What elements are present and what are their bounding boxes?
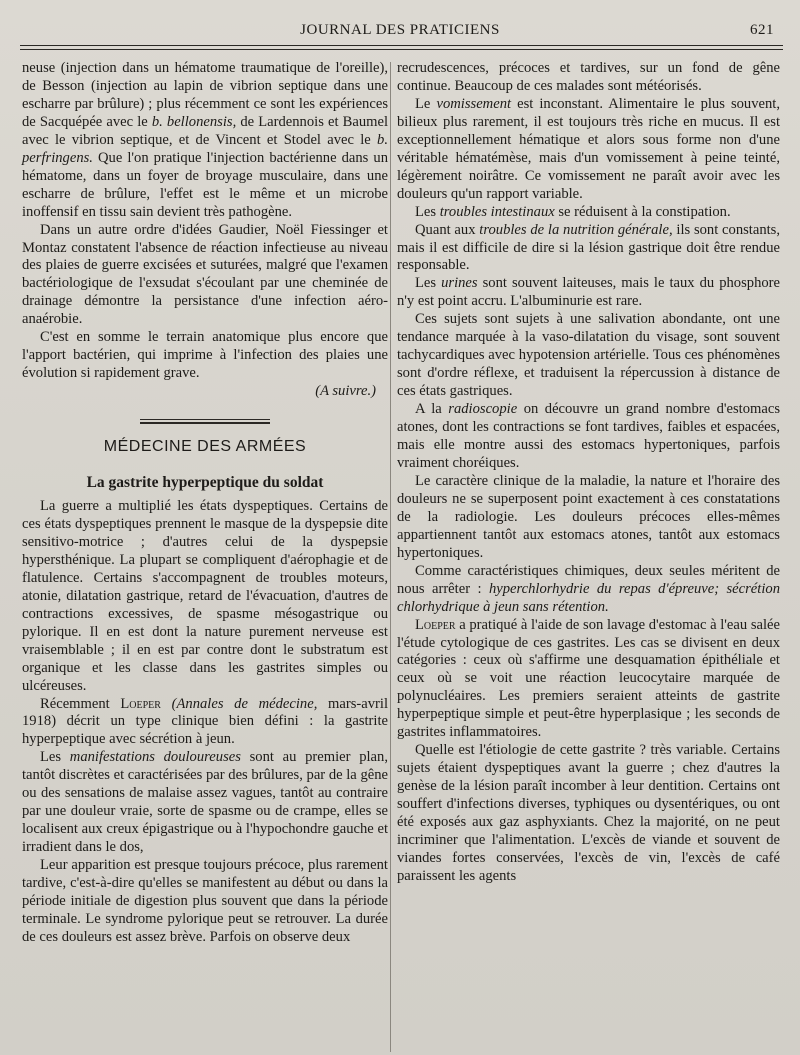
continued-note: (A suivre.): [315, 383, 376, 400]
paragraph: La guerre a multiplié les états dyspeptiques. Certains de ces états dyspeptiques prennent le masque de la dyspepsie dite sensitivo-motrice ; d'autres celui de la dyspepsie hypersthénique. La plupart se compliquent d'aérophagie et de flatulence. Certains s'accompagnent de troubles moteurs, atonie, dilatation gastrique, retard de l'évacuation, d'autres de contractions excessives, de spasme mésogastrique ou pylorique. Il en est dont la nature purement nerveuse est vraisemblable ; il en est par contre dont le substratum est organique et les classe dans les gastrites simples ou ulcéreuses.: [22, 498, 388, 694]
paragraph: Leur apparition est presque toujours précoce, plus rarement tardive, c'est-à-dire qu'elles se manifestent au début ou dans la période initiale de digestion plus souvent que dans la période terminale. Le syndrome pylorique peut se retrouver. La durée de ces douleurs est assez brève. Parfois on observe deux: [22, 857, 388, 945]
paragraph: recrudescences, précoces et tardives, sur un fond de gêne continue. Beaucoup de ces malades sont météorisés.: [397, 60, 780, 94]
paragraph: C'est en somme le terrain anatomique plus encore que l'apport bactérien, qui imprime à l'infection des plaies une évolution si rapidement grave.: [22, 329, 388, 382]
header-rule: [20, 45, 783, 46]
paragraph: Le vomissement est inconstant. Alimentaire le plus souvent, bilieux plus rarement, il est toujours très riche en mucus. Il est exceptionnellement hématique et alors sous forme non d'une véritable hématémèse, mais d'un vomissement à peine teinté, légèrement noirâtre. Ce vomissement ne paraît avoir avec les douleurs qu'un rapport variable.: [397, 95, 781, 202]
paragraph: Quant aux troubles de la nutrition générale, ils sont constants, mais il est difficile de dire si la lésion gastrique doit être rendue responsable.: [397, 221, 781, 274]
left-column: [22, 60, 388, 947]
paragraph: Les urines sont souvent laiteuses, mais le taux du phosphore n'y est point accru. L'albuminurie est rare.: [397, 275, 781, 310]
paragraph: Les manifestations douloureuses sont au premier plan, tantôt discrètes et caractérisées par des brûlures, par de la gêne ou des sensations de malaise assez vagues, tantôt au contraire par une douleur vraie, sorte de spasme ou de crampe, elles se localisent aux creux épigastrique ou à l'hypochondre gauche et irradient dans le dos,: [22, 749, 388, 856]
page-number: 621: [750, 22, 774, 38]
right-column: [397, 60, 780, 886]
paragraph: Les troubles intestinaux se réduisent à la constipation.: [415, 203, 731, 220]
journal-title: JOURNAL DES PRATICIENS: [300, 22, 500, 38]
section-rule-thick: [140, 422, 270, 424]
paragraph: A la radioscopie on découvre un grand nombre d'estomacs atones, dont les contractions se font tardives, faibles et espacées, mais elle montre aussi des estomacs hypertoniques, parfois vraiment choréiques.: [397, 401, 781, 471]
paragraph: Comme caractéristiques chimiques, deux seules méritent de nous arrêter : hyperchlorhydrie du repas d'épreuve; sécrétion chlorhydrique à jeun sans rétention.: [397, 562, 780, 615]
paragraph: Loeper a pratiqué à l'aide de son lavage d'estomac à l'eau salée l'étude cytologique de ces gastrites. Les cas se divisent en deux catégories : ceux où s'affirme une desquamation épithéliale et ceux où se voit une réaction leucocytaire marquée de polynucléaires. Les premiers seraient atteints de gastrite hyperpeptique simple et peut-être hyperplasique ; les seconds de gastrites inflammatoires.: [397, 616, 780, 741]
paragraph: Dans un autre ordre d'idées Gaudier, Noël Fiessinger et Montaz constatent l'absence de réaction infectieuse au niveau des plaies de guerre excisées et suturées, malgré que l'examen bactériologique de l'exsudat s'écoulant par une cheminée de drainage démontre la persistance d'une infection aéro-anaérobie.: [22, 221, 388, 328]
paragraph: Quelle est l'étiologie de cette gastrite ? très variable. Certains sujets étaient dyspeptiques avant la guerre ; chez d'autres la genèse de la lésion paraît incomber à leur dentition. Certains ont souffert d'infections diverses, typhiques ou dysentériques, ou ont été exposés aux gaz asphyxiants. Chez la majorité, on ne peut incriminer que l'alimentation. L'excès de viande et souvent de viandes fortes conservées, l'excès de vin, l'excès de café paraissent les agents: [397, 742, 780, 884]
column-divider: [390, 62, 391, 1052]
article-title: La gastrite hyperpeptique du soldat: [86, 474, 324, 492]
paragraph: Ces sujets sont sujets à une salivation abondante, ont une tendance marquée à la vaso-dilatation du visage, sont souvent tachycardiques avec hypotension artérielle. Tous ces phénomènes sont d'ordre réflexe, et traduisent la répercussion à distance de ces états gastriques.: [397, 311, 780, 400]
paragraph: neuse (injection dans un hématome traumatique de l'oreille), de Besson (injection au lapin de vibrion septique dans une escharre par brûlure) ; plus récemment ce sont les expériences de Sacquépée avec le b. bellonensis, de Lardennois et Baumel avec le vibrion septique, et de Vincent et Stodel avec le b. perfringens. Que l'on pratique l'injection bactérienne dans un hématome, dans un foyer de broyage musculaire, dans une escharre de brûlure, l'effet est le même et un microbe inoffensif en tissu sain devient très pathogène.: [22, 60, 389, 220]
paragraph: Le caractère clinique de la maladie, la nature et l'horaire des douleurs ne se superposent point exactement à ces constatations de la radiologie. Les douleurs précoces elles-mêmes appartiennent tantôt aux estomacs atones, tantôt aux estomacs hypertoniques.: [397, 472, 780, 561]
running-header: [20, 22, 780, 42]
header-rule-thin: [20, 49, 783, 50]
section-rule: [140, 419, 270, 420]
paragraph: Récemment Loeper (Annales de médecine, mars-avril 1918) décrit un type clinique bien défini : la gastrite hyperpeptique avec sécrétion à jeun.: [22, 695, 389, 748]
section-title: MÉDECINE DES ARMÉES: [103, 438, 307, 456]
